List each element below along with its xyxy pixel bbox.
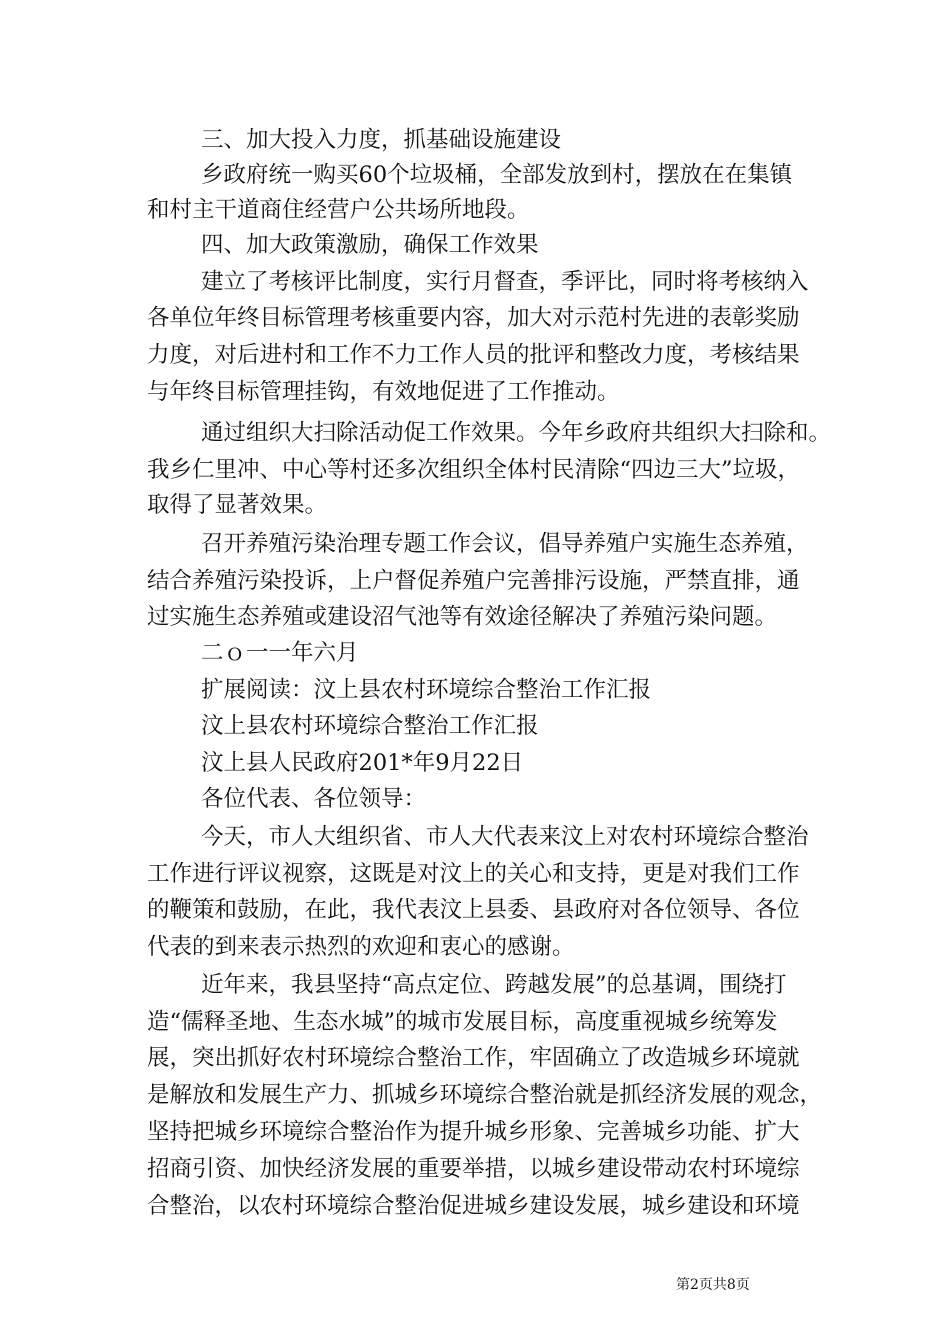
paragraph-line: 我乡仁里冲、中心等村还多次组织全体村民清除“四边三大”垃圾， — [147, 457, 801, 483]
date-line: 二ｏ一一年六月 — [201, 640, 359, 666]
paragraph-line: 合整治，以农村环境综合整治促进城乡建设发展，城乡建设和环境 — [147, 1193, 800, 1219]
paragraph-line: 结合养殖污染投诉，上户督促养殖户完善排污设施，严禁直排，通 — [147, 568, 800, 594]
paragraph-line: 各单位年终目标管理考核重要内容，加大对示范村先进的表彰奖励 — [147, 305, 800, 331]
extended-reading-line: 扩展阅读：汶上县农村环境综合整治工作汇报 — [201, 677, 652, 703]
paragraph-line: 代表的到来表示热烈的欢迎和衷心的感谢。 — [147, 934, 575, 960]
paragraph-line: 造“儒释圣地、生态水城”的城市发展目标，高度重视城乡统筹发 — [147, 1009, 778, 1035]
paragraph-line: 与年终目标管理挂钩，有效地促进了工作推动。 — [147, 379, 620, 405]
paragraph-line: 招商引资、加快经济发展的重要举措，以城乡建设带动农村环境综 — [147, 1156, 800, 1182]
section-heading-3: 三、加大投入力度，抓基础设施建设 — [201, 127, 562, 153]
paragraph-line: 通过组织大扫除活动促工作效果。今年乡政府共组织大扫除和。 — [201, 420, 832, 446]
paragraph-line: 召开养殖污染治理专题工作会议，倡导养殖户实施生态养殖， — [201, 531, 809, 557]
paragraph-line: 乡政府统一购买60个垃圾桶，全部发放到村，摆放在在集镇 — [201, 162, 793, 188]
report-byline: 汶上县人民政府201*年9月22日 — [201, 750, 524, 776]
section-heading-4: 四、加大政策激励，确保工作效果 — [201, 232, 539, 258]
paragraph-line: 坚持把城乡环境综合整治作为提升城乡形象、完善城乡功能、扩大 — [147, 1119, 800, 1145]
paragraph-line: 建立了考核评比制度，实行月督查，季评比，同时将考核纳入 — [201, 269, 809, 295]
paragraph-line: 工作进行评议视察，这既是对汶上的关心和支持，更是对我们工作 — [147, 861, 800, 887]
salutation: 各位代表、各位领导： — [201, 786, 427, 812]
page-number: 第2页共8页 — [676, 1277, 750, 1293]
paragraph-line: 过实施生态养殖或建设沼气池等有效途径解决了养殖污染问题。 — [147, 604, 778, 630]
paragraph-line: 展，突出抓好农村环境综合整治工作，牢固确立了改造城乡环境就 — [147, 1045, 800, 1071]
paragraph-line: 取得了显著效果。 — [147, 492, 328, 518]
paragraph-line: 是解放和发展生产力、抓城乡环境综合整治就是抓经济发展的观念， — [147, 1082, 823, 1108]
paragraph-line: 和村主干道商住经营户公共场所地段。 — [147, 197, 530, 223]
paragraph-line: 力度，对后进村和工作不力工作人员的批评和整改力度，考核结果 — [147, 342, 800, 368]
paragraph-line: 今天，市人大组织省、市人大代表来汶上对农村环境综合整治 — [201, 824, 809, 850]
report-title: 汶上县农村环境综合整治工作汇报 — [201, 713, 539, 739]
paragraph-line: 近年来，我县坚持“高点定位、跨越发展”的总基调，围绕打 — [201, 972, 787, 998]
paragraph-line: 的鞭策和鼓励，在此，我代表汶上县委、县政府对各位领导、各位 — [147, 897, 800, 923]
